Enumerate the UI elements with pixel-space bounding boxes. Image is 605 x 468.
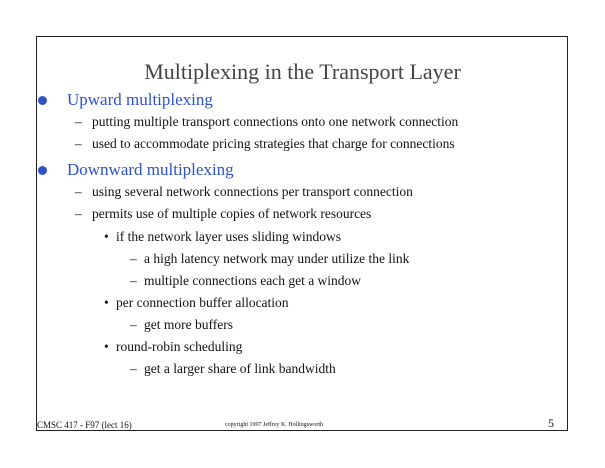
list-item-text: putting multiple transport connections onto one network connection: [92, 114, 459, 129]
bullet-icon: •: [104, 295, 109, 310]
section-heading-text: Downward multiplexing: [67, 160, 234, 179]
list-item-text: per connection buffer allocation: [116, 295, 289, 310]
dash-icon: –: [75, 114, 82, 129]
list-item-text: get a larger share of link bandwidth: [144, 361, 336, 376]
list-item-text: a high latency network may under utilize the link: [144, 251, 410, 266]
list-item-text: permits use of multiple copies of network resources: [92, 206, 372, 221]
footer-course: CMSC 417 - F97 (lect 16): [37, 420, 132, 430]
slide-title: Multiplexing in the Transport Layer: [144, 59, 461, 84]
list-item-text: get more buffers: [144, 317, 233, 332]
list-item-text: round-robin scheduling: [116, 339, 243, 354]
bullet-icon: •: [104, 339, 109, 354]
dash-icon: –: [75, 184, 82, 199]
bullet-icon: •: [104, 229, 109, 244]
dash-icon: –: [75, 206, 82, 221]
list-item-text: used to accommodate pricing strategies that charge for connections: [92, 136, 455, 151]
dash-icon: –: [130, 361, 137, 376]
dash-icon: –: [75, 136, 82, 151]
bullet-dot-icon: [38, 96, 47, 105]
dash-icon: –: [130, 273, 137, 288]
list-item-text: if the network layer uses sliding windows: [116, 229, 341, 244]
list-item-text: using several network connections per transport connection: [92, 184, 413, 199]
bullet-dot-icon: [38, 166, 47, 175]
dash-icon: –: [130, 251, 137, 266]
section-heading-text: Upward multiplexing: [67, 90, 213, 109]
dash-icon: –: [130, 317, 137, 332]
list-item-text: multiple connections each get a window: [144, 273, 362, 288]
page-number: 5: [548, 416, 554, 430]
footer-copyright: copyright 1997 Jeffrey K. Hollingsworth: [225, 422, 324, 428]
